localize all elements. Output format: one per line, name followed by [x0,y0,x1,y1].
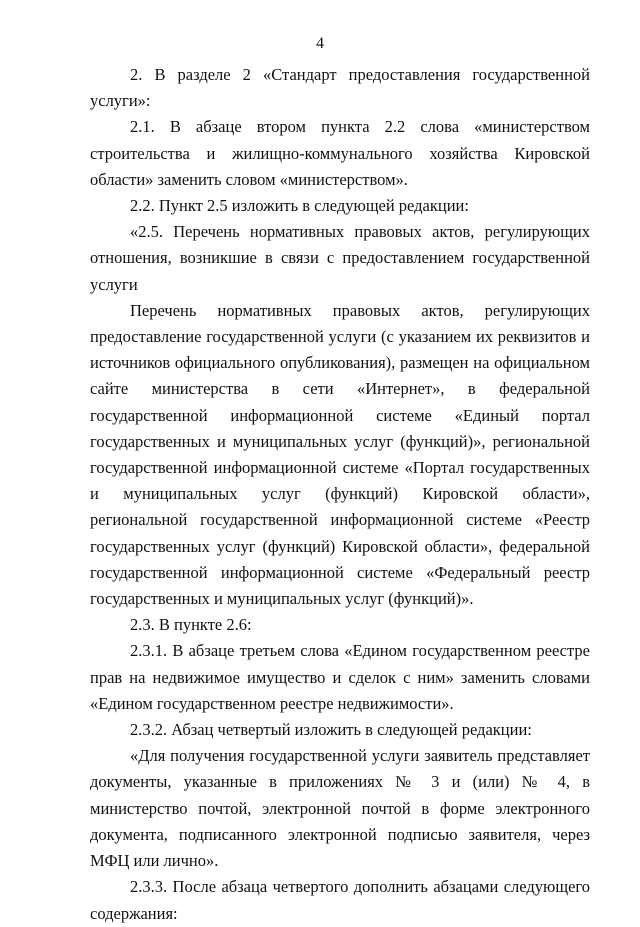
paragraph-section-2: 2. В разделе 2 «Стандарт предоставления государственной услуги»: [90,65,590,111]
document-body [90,62,590,927]
paragraph-2-5-heading: «2.5. Перечень нормативных правовых актов, регулирующих отношения, возникшие в связи с предоставлением государственной услуги [90,222,590,294]
paragraph-quote-application: «Для получения государственной услуги заявитель представляет документы, указанные в приложениях № 3 и (или) № 4, в министерство почтой, электронной почтой в форме электронного документа, подписанного электронной подписью заявителя, через МФЦ или лично». [90,746,590,871]
paragraph-2-3: 2.3. В пункте 2.6: [130,615,252,635]
paragraph-2-2: 2.2. Пункт 2.5 изложить в следующей редакции: [130,196,469,216]
paragraph-2-5-body: Перечень нормативных правовых актов, регулирующих предоставление государственной услуги (с указанием их реквизитов и источников официального опубликования), размещен на официальном сайте министерства в сети «Интернет», в федеральной государственной информационной системе «Единый портал государственных и муниципальных услуг (функций)», региональной государственной информационной системе «Портал государственных и муниципальных услуг (функций) Кировской области», региональной государственной информационной системе «Реестр государственных услуг (функций) Кировской области», федеральной государственной информационной системе «Федеральный реестр государственных и муниципальных услуг (функций)». [90,300,590,609]
page-number: 4 [316,35,324,52]
paragraph-2-1: 2.1. В абзаце втором пункта 2.2 слова «министерством строительства и жилищно-коммунального хозяйства Кировской области» заменить словом «министерством». [90,117,590,189]
paragraph-2-3-1: 2.3.1. В абзаце третьем слова «Едином государственном реестре прав на недвижимое имущество и сделок с ним» заменить словами «Едином государственном реестре недвижимости». [90,641,590,713]
paragraph-2-3-3: 2.3.3. После абзаца четвертого дополнить абзацами следующего содержания: [90,877,590,923]
paragraph-2-3-2: 2.3.2. Абзац четвертый изложить в следующей редакции: [130,720,532,740]
